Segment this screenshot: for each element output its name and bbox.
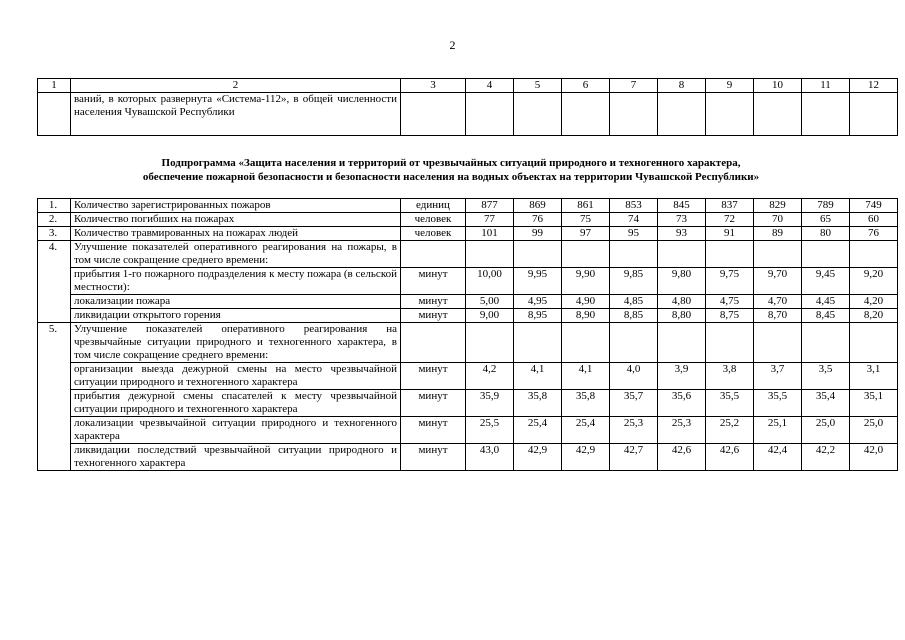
empty-cell — [610, 93, 658, 136]
value-cell: 4,95 — [514, 295, 562, 309]
value-cell: 4,75 — [706, 295, 754, 309]
unit-of-measure: минут — [401, 363, 466, 390]
value-cell: 861 — [562, 199, 610, 213]
indicator-name: Улучшение показателей оперативного реагирования на чрезвычайные ситуации природного и техногенного характера, в том числе сокращение среднего времени: — [71, 323, 401, 363]
empty-cell — [658, 93, 706, 136]
value-cell — [466, 323, 514, 363]
row-number — [38, 309, 71, 323]
value-cell — [610, 241, 658, 268]
value-cell: 101 — [466, 227, 514, 241]
unit-of-measure: минут — [401, 417, 466, 444]
value-cell: 9,90 — [562, 268, 610, 295]
value-cell: 76 — [850, 227, 898, 241]
value-cell: 25,3 — [658, 417, 706, 444]
unit-of-measure: минут — [401, 444, 466, 471]
value-cell — [562, 323, 610, 363]
value-cell — [706, 241, 754, 268]
value-cell: 42,0 — [850, 444, 898, 471]
empty-cell — [562, 93, 610, 136]
value-cell: 869 — [514, 199, 562, 213]
value-cell: 89 — [754, 227, 802, 241]
value-cell: 99 — [514, 227, 562, 241]
value-cell — [658, 241, 706, 268]
table-row — [38, 444, 898, 471]
unit-of-measure — [401, 323, 466, 363]
value-cell: 35,6 — [658, 390, 706, 417]
value-cell: 8,90 — [562, 309, 610, 323]
value-cell: 4,80 — [658, 295, 706, 309]
value-cell: 4,45 — [802, 295, 850, 309]
value-cell: 4,2 — [466, 363, 514, 390]
value-cell: 8,75 — [706, 309, 754, 323]
unit-of-measure: минут — [401, 295, 466, 309]
value-cell: 8,20 — [850, 309, 898, 323]
table-row — [38, 417, 898, 444]
value-cell: 8,85 — [610, 309, 658, 323]
row-number — [38, 417, 71, 444]
table-row — [38, 268, 898, 295]
row-number: 1. — [38, 199, 71, 213]
value-cell: 80 — [802, 227, 850, 241]
value-cell: 3,7 — [754, 363, 802, 390]
subprogram-title — [37, 156, 865, 184]
indicator-name: прибытия дежурной смены спасателей к месту чрезвычайной ситуации природного и техногенного характера — [71, 390, 401, 417]
value-cell — [562, 241, 610, 268]
table-row — [38, 390, 898, 417]
value-cell: 42,9 — [514, 444, 562, 471]
row-number: 5. — [38, 323, 71, 363]
value-cell: 25,0 — [850, 417, 898, 444]
value-cell: 789 — [802, 199, 850, 213]
value-cell — [802, 241, 850, 268]
value-cell: 72 — [706, 213, 754, 227]
table-row — [38, 241, 898, 268]
empty-cell — [802, 93, 850, 136]
value-cell: 25,5 — [466, 417, 514, 444]
value-cell: 43,0 — [466, 444, 514, 471]
unit-of-measure: минут — [401, 309, 466, 323]
header-table — [37, 78, 898, 136]
value-cell: 4,90 — [562, 295, 610, 309]
value-cell: 35,7 — [610, 390, 658, 417]
table-row — [38, 323, 898, 363]
column-number: 10 — [754, 79, 802, 93]
value-cell: 8,95 — [514, 309, 562, 323]
value-cell: 70 — [754, 213, 802, 227]
value-cell — [658, 323, 706, 363]
value-cell — [610, 323, 658, 363]
value-cell: 95 — [610, 227, 658, 241]
value-cell: 4,0 — [610, 363, 658, 390]
value-cell: 3,5 — [802, 363, 850, 390]
value-cell: 25,2 — [706, 417, 754, 444]
value-cell: 9,20 — [850, 268, 898, 295]
column-number: 8 — [658, 79, 706, 93]
value-cell — [850, 323, 898, 363]
value-cell: 749 — [850, 199, 898, 213]
indicator-name: прибытия 1-го пожарного подразделения к месту пожара (в сельской местности): — [71, 268, 401, 295]
value-cell: 25,4 — [562, 417, 610, 444]
value-cell — [802, 323, 850, 363]
column-number-row — [38, 79, 898, 93]
continuation-text: ваний, в которых развернута «Система-112», в общей численности населения Чувашской Республики — [71, 93, 401, 136]
value-cell: 9,85 — [610, 268, 658, 295]
empty-cell — [401, 93, 466, 136]
value-cell: 4,1 — [562, 363, 610, 390]
column-number: 11 — [802, 79, 850, 93]
indicator-name: организации выезда дежурной смены на место чрезвычайной ситуации природного и техногенного характера — [71, 363, 401, 390]
table-row — [38, 295, 898, 309]
value-cell — [466, 241, 514, 268]
value-cell: 837 — [706, 199, 754, 213]
value-cell: 25,0 — [802, 417, 850, 444]
value-cell: 3,8 — [706, 363, 754, 390]
value-cell: 35,5 — [706, 390, 754, 417]
value-cell: 77 — [466, 213, 514, 227]
indicator-name: Количество зарегистрированных пожаров — [71, 199, 401, 213]
value-cell: 3,1 — [850, 363, 898, 390]
unit-of-measure: единиц — [401, 199, 466, 213]
value-cell: 60 — [850, 213, 898, 227]
value-cell: 9,95 — [514, 268, 562, 295]
continuation-row — [38, 93, 898, 136]
empty-cell — [514, 93, 562, 136]
value-cell: 35,9 — [466, 390, 514, 417]
subprogram-title-line-1: Подпрограмма «Защита населения и территорий от чрезвычайных ситуаций природного и техногенного характера, — [161, 157, 741, 169]
value-cell — [754, 241, 802, 268]
empty-cell — [38, 93, 71, 136]
row-number — [38, 444, 71, 471]
value-cell: 853 — [610, 199, 658, 213]
value-cell: 42,9 — [562, 444, 610, 471]
value-cell: 5,00 — [466, 295, 514, 309]
subprogram-title-line-2: обеспечение пожарной безопасности и безопасности населения на водных объектах на территории Чувашской Республики» — [142, 171, 760, 183]
row-number — [38, 268, 71, 295]
empty-cell — [466, 93, 514, 136]
table-row — [38, 213, 898, 227]
row-number — [38, 363, 71, 390]
value-cell: 25,1 — [754, 417, 802, 444]
indicator-name: локализации чрезвычайной ситуации природного и техногенного характера — [71, 417, 401, 444]
value-cell: 35,5 — [754, 390, 802, 417]
indicator-name: локализации пожара — [71, 295, 401, 309]
value-cell: 42,4 — [754, 444, 802, 471]
value-cell: 9,00 — [466, 309, 514, 323]
value-cell — [850, 241, 898, 268]
value-cell: 8,80 — [658, 309, 706, 323]
value-cell: 4,85 — [610, 295, 658, 309]
value-cell: 35,1 — [850, 390, 898, 417]
unit-of-measure: минут — [401, 390, 466, 417]
unit-of-measure: человек — [401, 227, 466, 241]
value-cell: 42,6 — [706, 444, 754, 471]
indicators-table — [37, 198, 898, 471]
value-cell: 25,4 — [514, 417, 562, 444]
value-cell — [514, 323, 562, 363]
value-cell: 65 — [802, 213, 850, 227]
column-number: 5 — [514, 79, 562, 93]
row-number — [38, 295, 71, 309]
empty-cell — [706, 93, 754, 136]
value-cell: 877 — [466, 199, 514, 213]
indicator-name: Количество травмированных на пожарах людей — [71, 227, 401, 241]
unit-of-measure: минут — [401, 268, 466, 295]
indicator-name: Количество погибших на пожарах — [71, 213, 401, 227]
indicator-name: Улучшение показателей оперативного реагирования на пожары, в том числе сокращение среднего времени: — [71, 241, 401, 268]
value-cell: 73 — [658, 213, 706, 227]
unit-of-measure: человек — [401, 213, 466, 227]
unit-of-measure — [401, 241, 466, 268]
table-row — [38, 199, 898, 213]
column-number: 12 — [850, 79, 898, 93]
row-number: 3. — [38, 227, 71, 241]
column-number: 2 — [71, 79, 401, 93]
value-cell: 4,70 — [754, 295, 802, 309]
row-number: 4. — [38, 241, 71, 268]
value-cell: 91 — [706, 227, 754, 241]
value-cell: 8,45 — [802, 309, 850, 323]
value-cell — [514, 241, 562, 268]
page-number: 2 — [449, 38, 456, 52]
value-cell: 3,9 — [658, 363, 706, 390]
value-cell: 35,8 — [562, 390, 610, 417]
value-cell — [754, 323, 802, 363]
value-cell: 9,45 — [802, 268, 850, 295]
value-cell: 75 — [562, 213, 610, 227]
value-cell: 93 — [658, 227, 706, 241]
value-cell: 9,80 — [658, 268, 706, 295]
value-cell: 8,70 — [754, 309, 802, 323]
indicator-name: ликвидации открытого горения — [71, 309, 401, 323]
empty-cell — [850, 93, 898, 136]
table-row — [38, 227, 898, 241]
indicator-name: ликвидации последствий чрезвычайной ситуации природного и техногенного характера — [71, 444, 401, 471]
value-cell: 4,1 — [514, 363, 562, 390]
column-number: 9 — [706, 79, 754, 93]
value-cell: 9,75 — [706, 268, 754, 295]
value-cell: 42,2 — [802, 444, 850, 471]
row-number: 2. — [38, 213, 71, 227]
value-cell: 4,20 — [850, 295, 898, 309]
table-row — [38, 363, 898, 390]
column-number: 7 — [610, 79, 658, 93]
empty-cell — [754, 93, 802, 136]
value-cell: 829 — [754, 199, 802, 213]
column-number: 4 — [466, 79, 514, 93]
value-cell: 25,3 — [610, 417, 658, 444]
table-row — [38, 309, 898, 323]
value-cell: 42,7 — [610, 444, 658, 471]
value-cell: 35,8 — [514, 390, 562, 417]
value-cell: 845 — [658, 199, 706, 213]
value-cell — [706, 323, 754, 363]
value-cell: 42,6 — [658, 444, 706, 471]
column-number: 1 — [38, 79, 71, 93]
value-cell: 9,70 — [754, 268, 802, 295]
value-cell: 74 — [610, 213, 658, 227]
value-cell: 76 — [514, 213, 562, 227]
column-number: 3 — [401, 79, 466, 93]
value-cell: 97 — [562, 227, 610, 241]
value-cell: 35,4 — [802, 390, 850, 417]
column-number: 6 — [562, 79, 610, 93]
row-number — [38, 390, 71, 417]
value-cell: 10,00 — [466, 268, 514, 295]
